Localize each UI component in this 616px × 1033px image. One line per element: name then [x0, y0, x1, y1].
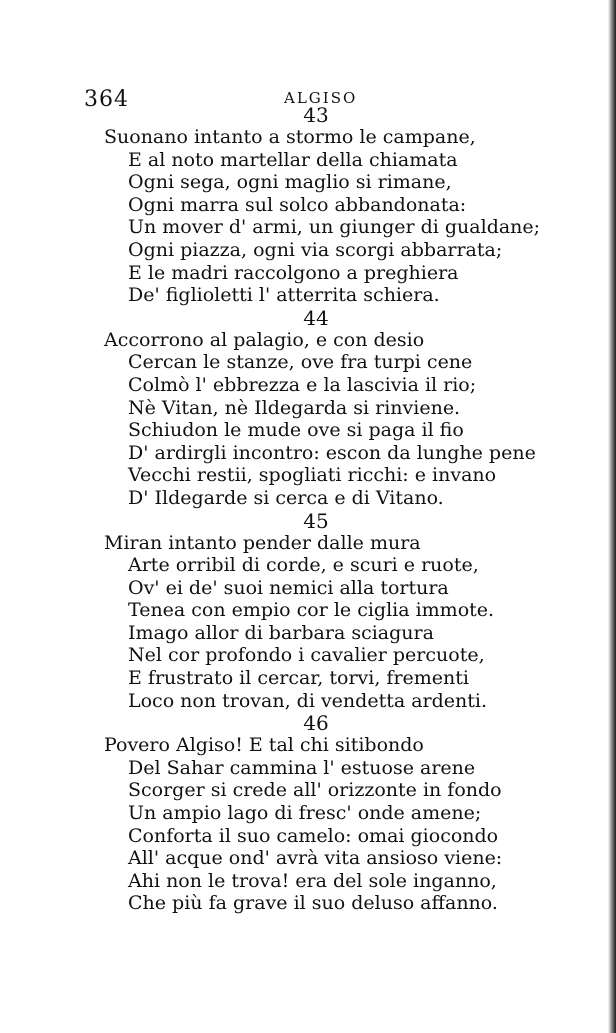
verse-line: Imago allor di barbara sciagura — [128, 621, 434, 644]
verse-line: D' ardirgli incontro: escon da lunghe pene — [128, 441, 536, 464]
verse-line: Cercan le stanze, ove fra turpi cene — [128, 351, 473, 374]
verse-line: De' figlioletti l' atterrita schiera. — [128, 284, 440, 307]
verse-line: Suonano intanto a stormo le campane, — [104, 126, 476, 148]
verse-line: Nel cor profondo i cavalier percuote, — [128, 644, 485, 667]
verse-line: Arte orribil di corde, e scuri e ruote, — [128, 554, 479, 577]
running-title: ALGISO — [284, 89, 358, 107]
verse-line: Ogni piazza, ogni via scorgi abbarrata; — [128, 238, 503, 261]
verse-line: Del Sahar cammina l' estuose arene — [128, 756, 476, 779]
verse-line: Colmò l' ebbrezza e la lascivia il rio; — [128, 373, 477, 396]
verse-line: D' Ildegarde si cerca e di Vitano. — [128, 486, 444, 509]
verse-line: E frustrato il cercar, torvi, frementi — [128, 667, 469, 690]
stanza — [0, 307, 616, 510]
verse-line: Ov' ei de' suoi nemici alla tortura — [128, 576, 449, 599]
stanza-number: 43 — [303, 103, 329, 127]
verse-line: Loco non trovan, di vendetta ardenti. — [128, 689, 488, 712]
verse-line: E al noto martellar della chiamata — [128, 148, 458, 171]
verse-line: Ogni marra sul solco abbandonata: — [128, 193, 467, 216]
verse-line: Un mover d' armi, un giunger di gualdane; — [128, 216, 541, 239]
verse-line: Ogni sega, ogni maglio si rimane, — [128, 171, 452, 194]
verse-line: Conforta il suo camelo: omai giocondo — [128, 824, 499, 847]
verse-line: Nè Vitan, nè Ildegarda si rinviene. — [128, 396, 461, 419]
verse-line: Accorrono al palagio, e con desio — [104, 328, 425, 351]
verse-line: All' acque ond' avrà vita ansioso viene: — [128, 847, 503, 870]
verse-line: Vecchi restii, spogliati ricchi: e invano — [128, 464, 497, 487]
verse-line: Un ampio lago di fresc' onde amene; — [128, 802, 482, 825]
verse-line: Schiudon le mude ove si paga il fio — [128, 419, 464, 442]
verse-line: Povero Algiso! E tal chi sitibondo — [104, 734, 424, 757]
verse-line: Che più fa grave il suo deluso affanno. — [128, 892, 498, 915]
page-number: 364 — [84, 87, 129, 112]
verse-line: E le madri raccolgono a preghiera — [128, 261, 459, 284]
poem-text — [0, 104, 616, 915]
verse-line: Tenea con empio cor le ciglia immote. — [128, 599, 495, 622]
stanza-number: 46 — [303, 711, 329, 736]
stanza — [0, 712, 616, 915]
stanza — [0, 104, 616, 307]
verse-line: Ahi non le trova! era del sole inganno, — [128, 869, 497, 892]
verse-line: Miran intanto pender dalle mura — [104, 531, 421, 554]
stanza-number: 44 — [303, 305, 329, 330]
verse-line: Scorger si crede all' orizzonte in fondo — [128, 779, 502, 802]
stanza-number: 45 — [303, 508, 329, 533]
stanza — [0, 510, 616, 713]
